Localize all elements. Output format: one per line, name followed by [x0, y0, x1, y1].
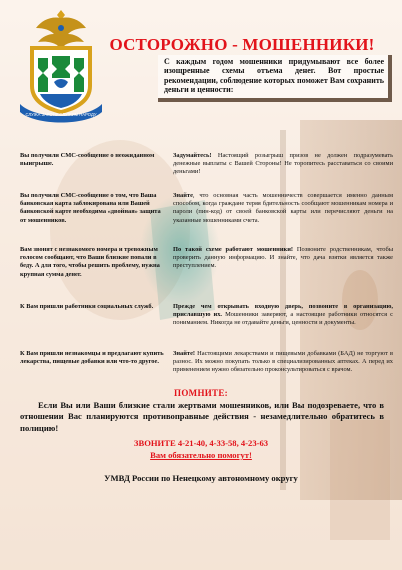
advice-lead: Задумайтесь!	[173, 152, 212, 159]
advice-body: Мошенники заверяют, а настоящие работники относятся с пониманием. Никогда не отдавайте деньги, ценности и документы.	[173, 311, 393, 327]
advice-body: , что основная часть мошенничеств совершается именно данным способом, когда граждане теряя бдительность сообщают мошенникам номера и пароли (пин-код) от своей банковской карты или перечисляют деньги на указанные мошенниками счета.	[173, 192, 393, 224]
emblem-ribbon-text: СЛУЖА ЗАКОНУ СЛУЖИМ НАРОДУ	[25, 112, 97, 117]
advice-lead: По такой схеме работают мошенники!	[173, 246, 294, 253]
advice-body: Позвоните родственникам, чтобы проверить данную информацию. И знайте, что дача взятки является также преступлением.	[173, 246, 393, 270]
advice-body: Настоящий розыгрыш призов не должен подразумевать денежные выплаты с Вашей Стороны! Не торопитесь расставаться со своими деньгами!	[173, 152, 393, 176]
help-text: Вам обязательно помогут!	[150, 450, 252, 460]
intro-box: С каждым годом мошенники придумывают все более изощренные схемы отъема денег. Вот простые рекомендации, соблюдение которых поможет Вам сохранить деньги и ценности:	[158, 55, 392, 102]
remember-heading: ПОМНИТЕ:	[174, 388, 228, 398]
eagle-icon	[36, 10, 86, 50]
advice-text	[173, 303, 393, 328]
advice-lead: Прежде чем открывать входную дверь, позвоните в организацию, приславшую их.	[173, 303, 393, 319]
warning-text: Если Вы или Ваши близкие стали жертвами мошенников, или Вы подозреваете, что в отношении Вас планируются противоправные действия - незамедлительно обратитесь в полицию!	[20, 400, 384, 433]
situation-text: К Вам пришли работники социальных служб.	[20, 303, 154, 310]
footer-organization: УМВД России по Ненецкому автономному округу	[104, 473, 298, 483]
emblem	[18, 6, 104, 124]
advice-text	[173, 152, 393, 177]
advice-lead: Знайте	[173, 192, 193, 199]
advice-text	[173, 246, 393, 271]
situation-text: Вам звонят с незнакомого номера и тревожным голосом сообщают, что Ваши близкие попали в беду. А для того, чтобы решить проблему, нужна крупная сумма денег.	[20, 246, 160, 278]
phone-numbers: ЗВОНИТЕ 4-21-40, 4-33-58, 4-23-63	[133, 438, 269, 448]
advice-text	[173, 192, 393, 225]
advice-body: Настоящими лекарствами и пищевыми добавками (БАД) не торгуют в разнос. Их можно покупать только в специализированных аптеках. А перед их применением нужно обязательно проконсультироваться с врачом.	[173, 350, 393, 374]
situation-text: К Вам пришли незнакомцы и предлагают купить лекарства, пищевые добавки или что-то другое.	[20, 350, 164, 366]
advice-lead: Знайте!	[173, 350, 196, 357]
situation-text: Вы получили СМС-сообщение о том, что Ваша банковская карта заблокирована или Вашей банковской карте необходима «двойная» защита от мошенников.	[20, 192, 161, 224]
advice-text	[173, 350, 393, 375]
page-title: ОСТОРОЖНО - МОШЕННИКИ!	[109, 35, 375, 54]
situation-text: Вы получили СМС-сообщение о неожиданном выигрыше.	[20, 152, 155, 168]
